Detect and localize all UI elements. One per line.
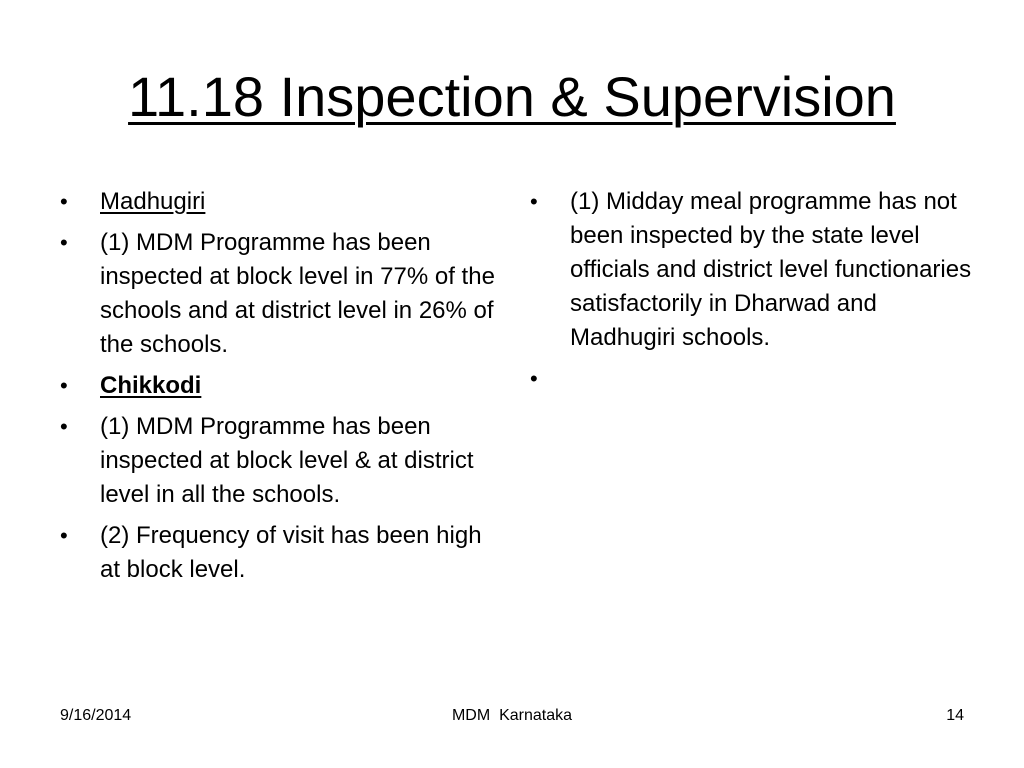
bullet-item-madhugiri-heading — [60, 185, 500, 219]
bullet-item-chikkodi-heading — [60, 369, 500, 403]
footer-title: MDM Karnataka — [451, 707, 573, 724]
right-column-bullets — [530, 185, 980, 391]
left-column-bullets — [60, 185, 500, 594]
bullet-icon: • — [60, 523, 68, 548]
bullet-text: (1) MDM Programme has been inspected at block level in 77% of the schools and at district level in 26% of the schools. — [100, 229, 495, 358]
slide-title: 11.18 Inspection & Supervision — [128, 65, 896, 128]
bullet-icon: • — [530, 366, 538, 391]
bullet-item-madhugiri-point-1 — [60, 226, 500, 362]
footer-date: 9/16/2014 — [60, 707, 132, 724]
bullet-text: (1) Midday meal programme has not been inspected by the state level officials and district level functionaries satisfactorily in Dharwad and Madhugiri schools. — [570, 188, 972, 351]
bullet-icon: • — [60, 414, 68, 439]
bullet-icon: • — [60, 189, 68, 214]
section-heading-chikkodi: Chikkodi — [100, 372, 202, 399]
bullet-item-chikkodi-point-2 — [60, 519, 500, 587]
bullet-icon: • — [60, 373, 68, 398]
bullet-item-dharwad-point-1 — [530, 185, 980, 355]
bullet-text: (1) MDM Programme has been inspected at block level & at district level in all the schools. — [100, 413, 474, 508]
bullet-icon: • — [530, 189, 538, 214]
section-heading-madhugiri: Madhugiri — [100, 188, 206, 215]
footer-page-number: 14 — [946, 707, 964, 724]
bullet-text: (2) Frequency of visit has been high at block level. — [100, 522, 482, 583]
bullet-item-chikkodi-point-1 — [60, 410, 500, 512]
bullet-icon: • — [60, 230, 68, 255]
